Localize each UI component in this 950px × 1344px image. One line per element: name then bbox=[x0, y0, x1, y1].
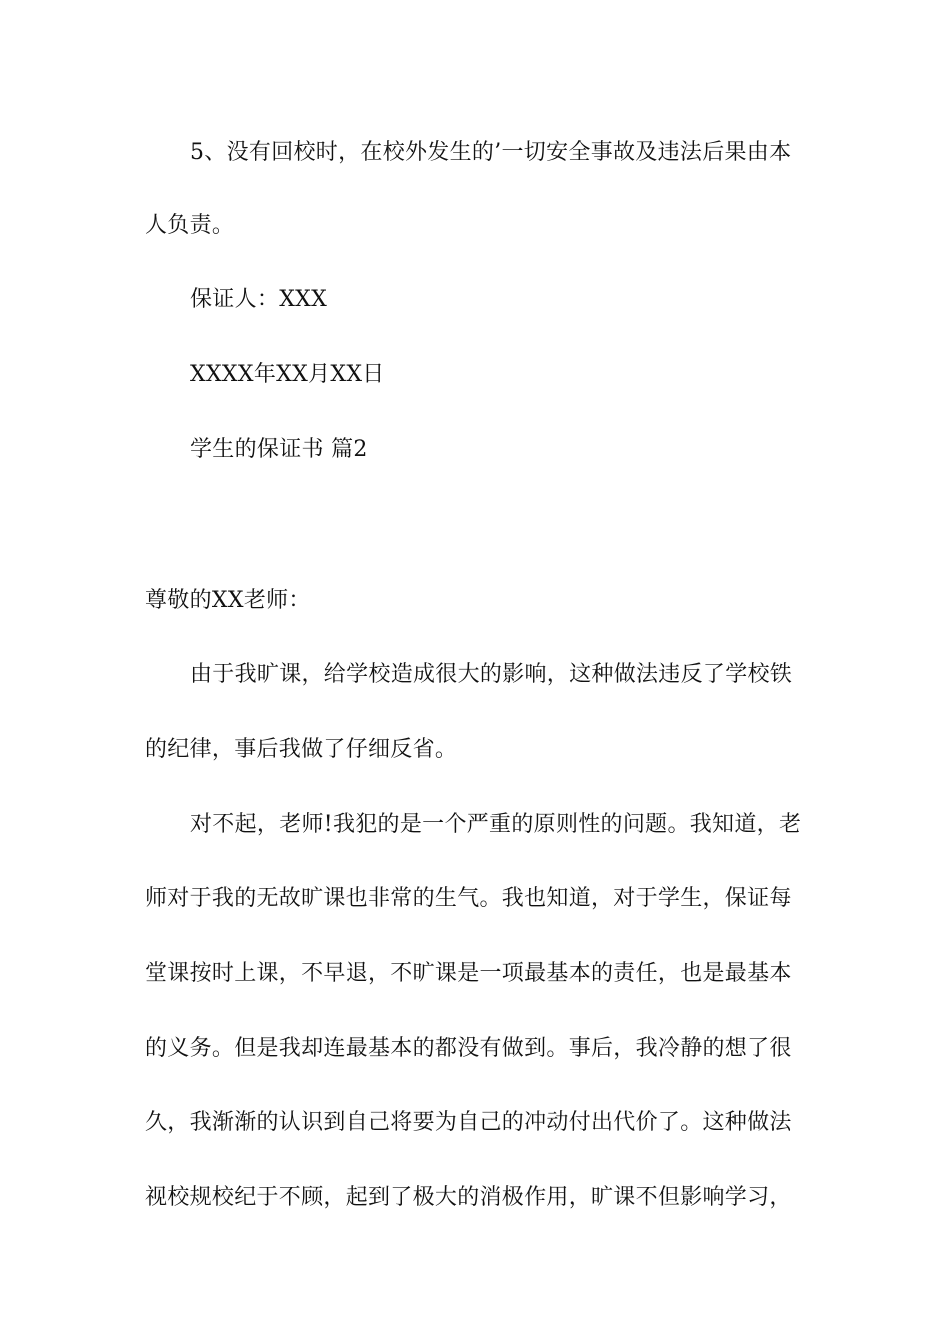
paragraph-line: 5、没有回校时，在校外发生的’一切安全事故及违法后果由本 bbox=[190, 140, 792, 165]
paragraph-line: 视校规校纪于不顾，起到了极大的消极作用，旷课不但影响学习， bbox=[145, 1185, 792, 1210]
date-line: XXXX年XX月XX日 bbox=[190, 362, 385, 387]
salutation: 尊敬的XX老师： bbox=[145, 588, 311, 613]
section-heading: 学生的保证书 篇2 bbox=[190, 437, 368, 462]
paragraph-line: 师对于我的无故旷课也非常的生气。我也知道，对于学生，保证每 bbox=[145, 886, 792, 911]
paragraph-line: 的义务。但是我却连最基本的都没有做到。事后，我冷静的想了很 bbox=[145, 1036, 792, 1061]
paragraph-line: 对不起，老师!我犯的是一个严重的原则性的问题。我知道，老 bbox=[190, 812, 802, 837]
paragraph-line: 由于我旷课，给学校造成很大的影响，这种做法违反了学校铁 bbox=[190, 662, 793, 687]
paragraph-line: 的纪律，事后我做了仔细反省。 bbox=[145, 737, 458, 762]
paragraph-line: 堂课按时上课，不早退，不旷课是一项最基本的责任，也是最基本 bbox=[145, 961, 792, 986]
signatory-line: 保证人：XXX bbox=[190, 287, 328, 312]
paragraph-line: 人负责。 bbox=[145, 213, 235, 238]
paragraph-line: 久，我渐渐的认识到自己将要为自己的冲动付出代价了。这种做法 bbox=[145, 1110, 792, 1135]
